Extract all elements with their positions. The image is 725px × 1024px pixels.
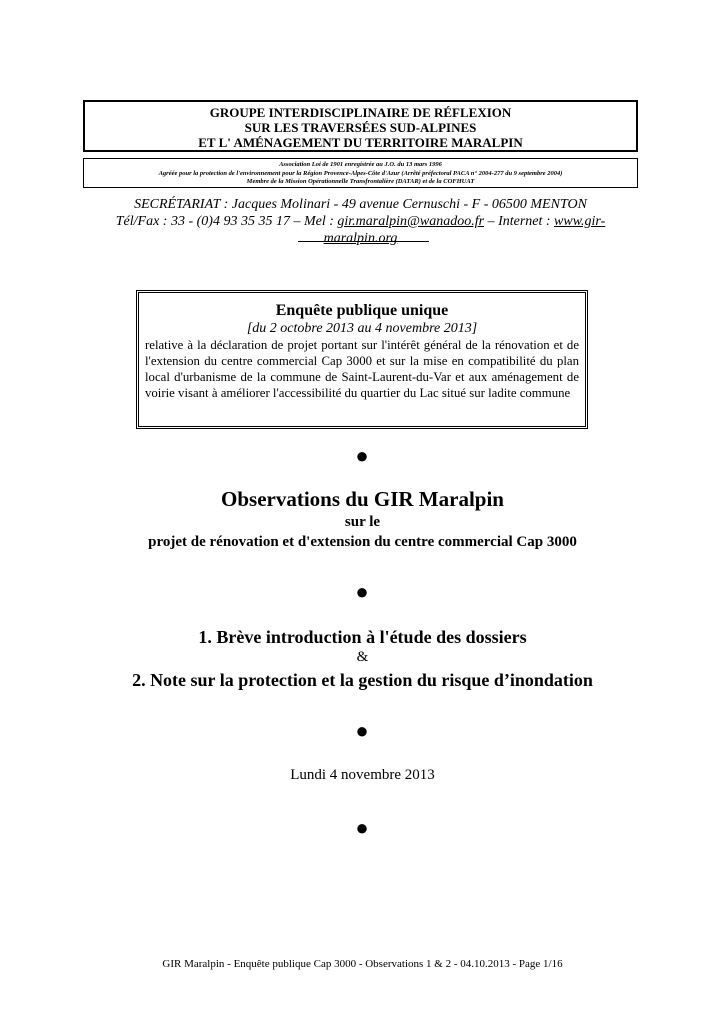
enquete-dates: [du 2 octobre 2013 au 4 novembre 2013] xyxy=(246,321,478,336)
association-info xyxy=(83,158,638,188)
bullet-separator: ● xyxy=(355,718,369,743)
page-footer: GIR Maralpin - Enquête publique Cap 3000 - Observations 1 & 2 - 04.10.2013 - Page 1/16 xyxy=(162,958,563,970)
document-subtitle-sur: sur le xyxy=(344,514,381,530)
document-subtitle-project: projet de rénovation et d'extension du centre commercial Cap 3000 xyxy=(148,534,577,550)
organization-header xyxy=(83,100,638,152)
section-item-2: 2. Note sur la protection et la gestion du risque d’inondation xyxy=(132,670,593,690)
tel-label: Tél/Fax : 33 - (0)4 93 35 35 17 – Mel : xyxy=(115,214,338,229)
association-line-1: Association Loi de 1901 enregistrée au J.O. du 13 mars 1996 xyxy=(279,161,442,168)
ampersand: & xyxy=(356,649,369,665)
enquete-dates-text: du 2 octobre 2013 au 4 novembre 2013 xyxy=(252,321,472,336)
email-link[interactable]: gir.maralpin@wanadoo.fr xyxy=(337,214,485,229)
website-link[interactable]: www.gir-maralpin.org xyxy=(323,214,606,246)
enquete-box xyxy=(136,290,588,429)
association-line-2: Agréée pour la protection de l'environnement pour la Région Provence-Alpes-Côte d'Azur (Arrêté préfectoral PACA n° 2004-277 du 9 septembre 2004) xyxy=(158,169,563,177)
document-date: Lundi 4 novembre 2013 xyxy=(290,767,435,783)
bullet-separator: ● xyxy=(355,443,369,468)
bullet-separator: ● xyxy=(355,579,369,604)
secretariat-address: SECRÉTARIAT : Jacques Molinari - 49 avenue Cernuschi - F - 06500 MENTON xyxy=(134,197,587,212)
header-line-3: ET L' AMÉNAGEMENT DU TERRITOIRE MARALPIN xyxy=(198,135,523,150)
association-line-3: Membre de la Mission Opérationnelle Transfrontalière (DATAR) et de la COFHUAT xyxy=(246,178,475,185)
secretariat-block xyxy=(83,196,638,247)
enquete-description: relative à la déclaration de projet portant sur l'intérêt général de la rénovation et de l'extension du centre commercial Cap 3000 et sur la mise en compatibilité du plan local d'urbanisme de la commune de Saint-Laurent-du-Var et aux aménagement de voirie visant à améliorer l'accessibilité du quartier du Lac situé sur ladite commune xyxy=(145,338,579,400)
divider-line xyxy=(298,241,429,242)
enquete-title: Enquête publique unique xyxy=(275,302,449,319)
section-item-1: 1. Brève introduction à l'étude des dossiers xyxy=(198,627,527,647)
internet-label: – Internet : xyxy=(484,214,555,229)
header-line-2: SUR LES TRAVERSÉES SUD-ALPINES xyxy=(244,120,477,135)
bullet-separator: ● xyxy=(355,815,369,840)
document-title: Observations du GIR Maralpin xyxy=(221,487,504,511)
header-line-1: GROUPE INTERDISCIPLINAIRE DE RÉFLEXION xyxy=(209,105,512,120)
